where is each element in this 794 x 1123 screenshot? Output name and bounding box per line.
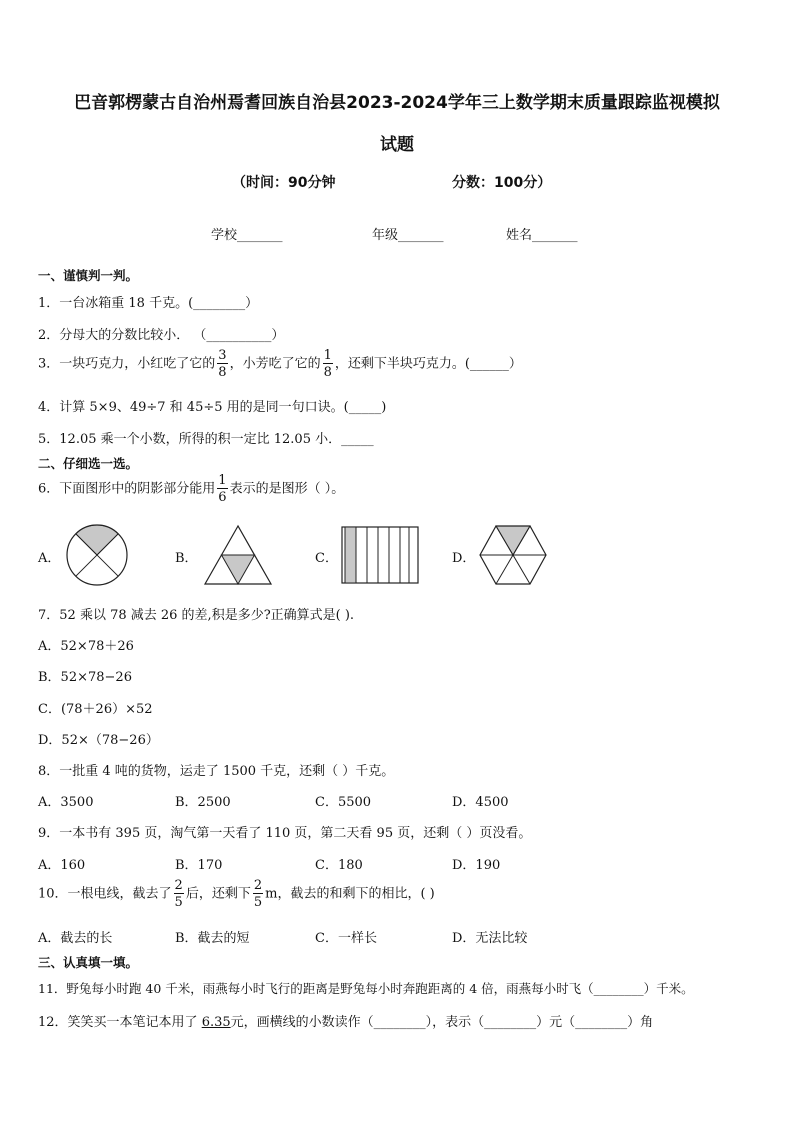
option-c[interactable]: C． (315, 551, 338, 566)
question-6-text-a: 6．下面图形中的阴影部分能用 (38, 481, 216, 497)
section-heading: 三、认真填一填。 (38, 955, 139, 970)
option-d[interactable]: D．无法比较 (452, 931, 528, 946)
question-3-text-c: ，还剩下半块巧克力。(______） (334, 356, 522, 372)
option-c[interactable]: C．(78＋26）×52 (38, 702, 153, 717)
option-d[interactable]: D． (452, 551, 476, 566)
exam-score: 分数：100分） (452, 175, 552, 191)
option-b[interactable]: B．52×78−26 (38, 670, 132, 685)
option-a[interactable]: A．截去的长 (38, 931, 113, 946)
question-12-text-b: 元，画横线的小数读作（________），表示（________）元（________）角 (230, 1015, 654, 1030)
option-b[interactable]: B． (175, 551, 198, 566)
name-field[interactable]: 姓名_______ (506, 228, 578, 243)
question-3-text-b: ，小芳吃了它的 (229, 356, 321, 372)
question-3-text-a: 3．一块巧克力，小红吃了它的 (38, 356, 216, 372)
option-a[interactable]: A． (38, 551, 61, 566)
option-b[interactable]: B．170 (175, 858, 223, 873)
question-7: 7．52 乘以 78 减去 26 的差,积是多少?正确算式是( ). (38, 608, 355, 623)
question-9: 9．一本书有 395 页，淘气第一天看了 110 页，第二天看 95 页，还剩（ ）页没看。 (38, 826, 532, 841)
question-11: 11．野兔每小时跑 40 千米，雨燕每小时飞行的距离是野兔每小时奔跑距离的 4 倍，雨燕每小时飞（________）千米。 (38, 981, 694, 996)
exam-title-cont: 试题 (380, 135, 414, 155)
question-6-text-b: 表示的是图形（ ）。 (229, 481, 345, 497)
option-d[interactable]: D．190 (452, 858, 501, 873)
question-3 (38, 349, 522, 379)
exam-title: 巴音郭楞蒙古自治州焉耆回族自治县2023-2024学年三上数学期末质量跟踪监视模拟 (74, 93, 720, 113)
question-12 (38, 1011, 653, 1030)
fraction: $\frac{1}{8}$ (323, 348, 332, 380)
question-10 (38, 879, 435, 909)
option-d[interactable]: D．52×（78−26） (38, 733, 159, 748)
exam-time: （时间：90分钟 (232, 175, 336, 191)
question-2: 2．分母大的分数比较小． （__________） (38, 328, 285, 343)
option-a[interactable]: A．3500 (38, 795, 94, 810)
question-12-text-a: 12．笑笑买一本笔记本用了 (38, 1015, 202, 1030)
question-10-text-a: 10．一根电线，截去了 (38, 886, 172, 902)
question-10-text-c: m，截去的和剩下的相比，( ) (265, 886, 435, 902)
fraction: $\frac{1}{6}$ (218, 473, 227, 505)
option-b[interactable]: B．2500 (175, 795, 231, 810)
triangle-quarters-figure (203, 524, 273, 586)
section-heading: 一、谨慎判一判。 (38, 268, 139, 283)
fraction: $\frac{3}{8}$ (218, 348, 227, 380)
option-a[interactable]: A．52×78＋26 (38, 639, 134, 654)
underlined-decimal: 6.35 (201, 1015, 231, 1030)
question-8: 8．一批重 4 吨的货物，运走了 1500 千克，还剩（ ）千克。 (38, 764, 395, 779)
fraction: $\frac{2}{5}$ (253, 878, 263, 910)
question-1: 1．一台冰箱重 18 千克。(________） (38, 296, 259, 311)
option-c[interactable]: C．5500 (315, 795, 372, 810)
option-a[interactable]: A．160 (38, 858, 86, 873)
school-field[interactable]: 学校_______ (211, 228, 283, 243)
question-6 (38, 474, 344, 504)
grade-field[interactable]: 年级_______ (372, 228, 444, 243)
option-c[interactable]: C．一样长 (315, 931, 377, 946)
hexagon-sixths-figure (478, 524, 548, 586)
section-heading: 二、仔细选一选。 (38, 456, 139, 471)
question-5: 5．12.05 乘一个小数，所得的积一定比 12.05 小．_____ (38, 432, 374, 447)
fraction: $\frac{2}{5}$ (174, 878, 183, 910)
question-10-text-b: 后，还剩下 (185, 886, 251, 902)
circle-quarters-figure (64, 524, 130, 586)
rectangle-strips-figure (341, 526, 419, 584)
option-c[interactable]: C．180 (315, 858, 363, 873)
question-4: 4．计算 5×9、49÷7 和 45÷5 用的是同一句口诀。(_____) (38, 400, 387, 415)
option-b[interactable]: B．截去的短 (175, 931, 250, 946)
option-d[interactable]: D．4500 (452, 795, 509, 810)
